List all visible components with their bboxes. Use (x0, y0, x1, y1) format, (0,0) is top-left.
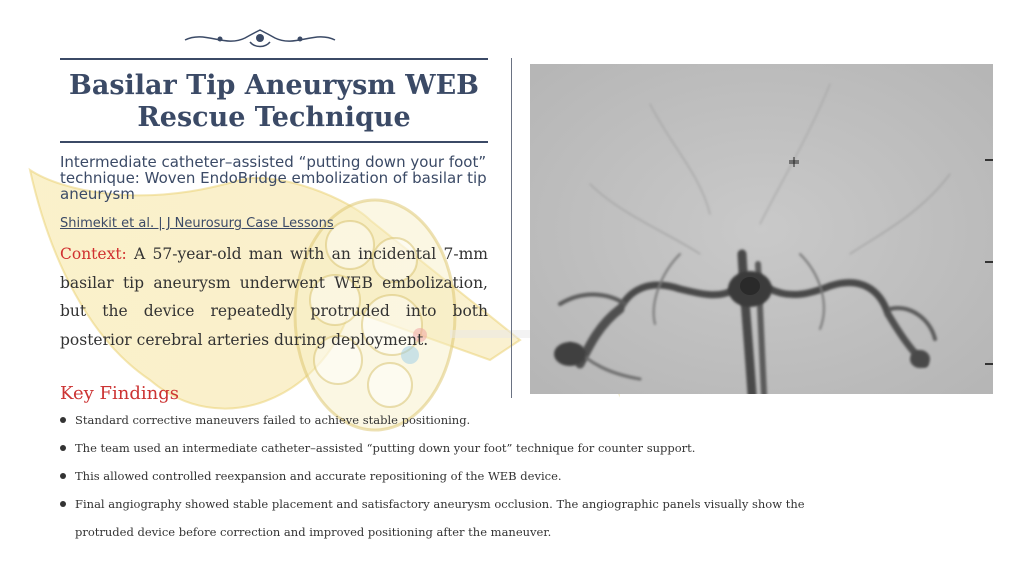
list-item (60, 406, 830, 434)
key-findings-heading: Key Findings (60, 383, 179, 404)
finding-text: Standard corrective maneuvers failed to achieve stable positioning. (75, 413, 471, 427)
bullet-icon (60, 417, 66, 423)
column-divider (511, 58, 512, 398)
page-title: Basilar Tip Aneurysm WEB Rescue Technique (69, 70, 479, 133)
citation-link[interactable]: Shimekit et al. | J Neurosurg Case Lessons (60, 216, 334, 231)
bullet-icon (60, 445, 66, 451)
title-top-rule (60, 58, 488, 60)
bullet-icon (60, 473, 66, 479)
context-paragraph (60, 240, 488, 354)
context-text: A 57-year-old man with an incidental 7-mm basilar tip aneurysm underwent WEB embolization, but the device repeatedly protruded into both posterior cerebral arteries during deployment. (60, 245, 488, 349)
list-item (60, 490, 830, 546)
bullet-icon (60, 501, 66, 507)
article-subtitle: Intermediate catheter–assisted “putting down your foot” technique: Woven EndoBridge embolization of basilar tip aneurysm (60, 153, 487, 203)
finding-text: This allowed controlled reexpansion and accurate repositioning of the WEB device. (75, 469, 562, 483)
finding-text: Final angiography showed stable placement and satisfactory aneurysm occlusion. The angiographic panels visually show the protruded device before correction and improved positioning after the maneuver. (75, 497, 805, 539)
title-bottom-rule (60, 141, 488, 143)
list-item (60, 462, 830, 490)
finding-text: The team used an intermediate catheter–assisted “putting down your foot” technique for counter support. (75, 441, 696, 455)
list-item (60, 434, 830, 462)
angiography-image (530, 64, 993, 394)
decorative-flourish-icon (180, 26, 340, 50)
context-label: Context: (60, 245, 127, 263)
key-findings-list (60, 406, 830, 546)
